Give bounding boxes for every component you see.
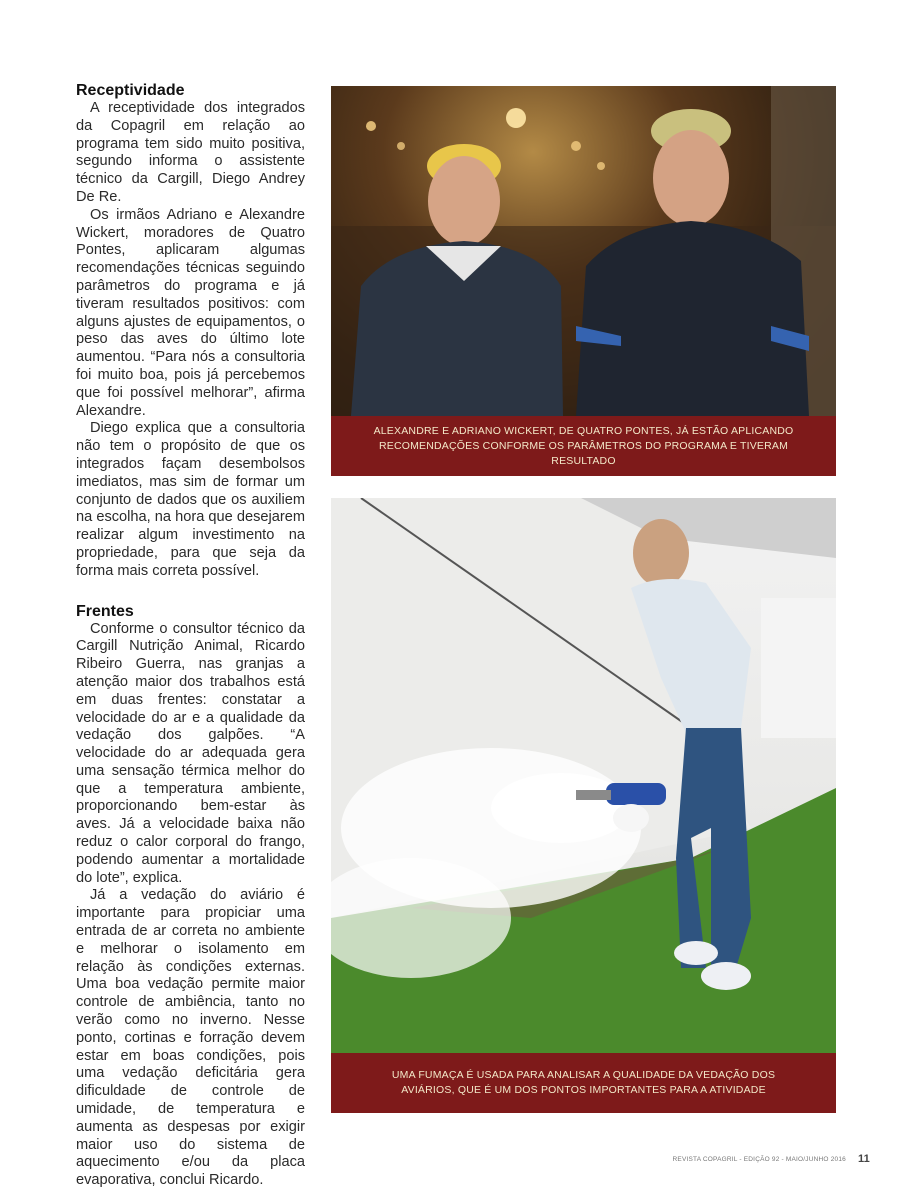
article-text-column — [76, 82, 305, 1190]
section-heading-frentes: Frentes — [76, 602, 134, 620]
page-number: 11 — [857, 1153, 870, 1165]
paragraph: A receptividade dos integrados da Copagril em relação ao programa tem sido muito positiva, segundo informa o assistente técnico da Cargill, Diego Andrey De Re. — [76, 100, 305, 205]
photo-smoke-test — [331, 498, 836, 1053]
photo-smoke-illustration — [331, 498, 836, 1053]
photo-caption-brothers — [331, 416, 836, 476]
paragraph: Conforme o consultor técnico da Cargill Nutrição Animal, Ricardo Ribeiro Guerra, nas granjas a atenção maior dos trabalhos está em duas frentes: constatar a velocidade do ar e a qualidade da vedação dos galpões. “A velocidade do ar adequada gera uma sensação térmica melhor do que a temperatura ambiente, proporcionando bem-estar às aves. Já a velocidade baixa não reduz o calor corporal do frango, podendo aumentar a mortalidade do lote”, explica. — [76, 620, 305, 886]
caption-text: ALEXANDRE E ADRIANO WICKERT, DE QUATRO PONTES, JÁ ESTÃO APLICANDO RECOMENDAÇÕES CONFORME OS PARÂMETROS DO PROGRAMA E TIVERAM RESULTADO — [373, 424, 794, 467]
photo-caption-smoke — [331, 1053, 836, 1113]
publication-info: REVISTA COPAGRIL - EDIÇÃO 92 - MAIO/JUNHO 2016 — [672, 1155, 846, 1163]
paragraph: Os irmãos Adriano e Alexandre Wickert, moradores de Quatro Pontes, aplicaram algumas recomendações técnicas seguindo parâmetros do programa e já tiveram resultados positivos: com alguns ajustes de equipamentos, o peso das aves do último lote aumentou. “Para nós a consultoria foi muito boa, pois já percebemos que foi possível melhorar”, afirma Alexandre. — [76, 206, 305, 419]
section-heading-receptividade: Receptividade — [76, 82, 185, 99]
page-footer — [673, 1153, 870, 1165]
paragraph: Já a vedação do aviário é importante para propiciar uma entrada de ar correta no ambiente e melhorar o isolamento em relação às condições externas. Uma boa vedação permite maior controle de ambiência, tanto no verão como no inverno. Nesse ponto, cortinas e forração devem estar em boas condições, pois uma vedação deficitária gera dificuldade de controle de umidade, de temperatura e aumenta as despesas por exigir maior uso do sistema de aquecimento e/ou da placa evaporativa, conclui Ricardo. — [76, 887, 305, 1189]
photo-brothers-illustration — [331, 86, 836, 416]
photo-brothers-in-aviary — [331, 86, 836, 416]
caption-text: UMA FUMAÇA É USADA PARA ANALISAR A QUALIDADE DA VEDAÇÃO DOS AVIÁRIOS, QUE É UM DOS PONTOS IMPORTANTES PARA A ATIVIDADE — [391, 1069, 776, 1096]
paragraph: Diego explica que a consultoria não tem o propósito de que os integrados façam desembolsos imediatos, mas sim de formar um conjunto de dados que os auxiliem na escolha, na hora que desejarem realizar algum investimento na propriedade, para que seja da forma mais correta possível. — [76, 420, 305, 579]
